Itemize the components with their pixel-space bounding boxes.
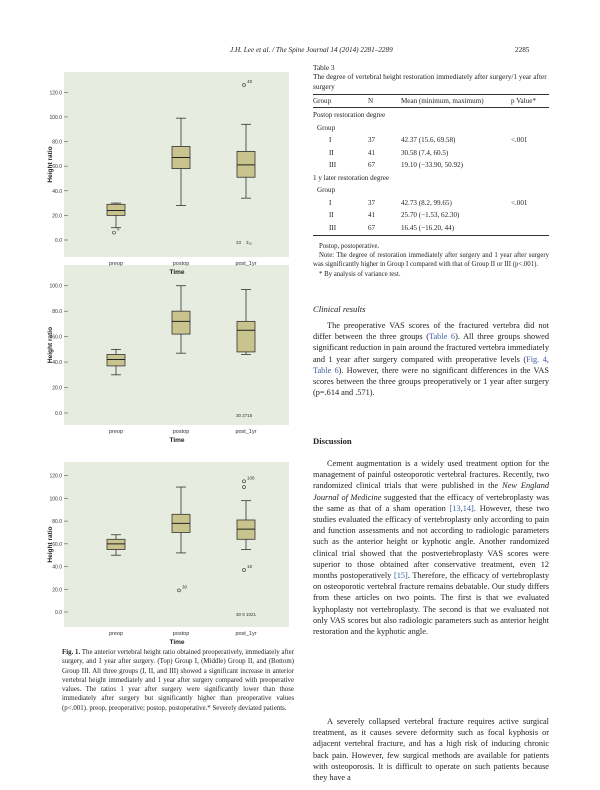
x-tick-label: post_1yr	[235, 261, 257, 267]
table-cell: 42.37 (15.6, 69.58)	[401, 136, 456, 144]
text-run: Cement augmentation is a widely used treatment option for the management of painful osteoporotic vertebral fractures. Recently, two randomized clinical trials that were published in the	[313, 459, 549, 491]
figure-label: Fig. 1.	[62, 649, 81, 656]
x-tick-label: postop	[172, 429, 190, 435]
table-caption	[313, 63, 549, 91]
header-pvalue: p Value*	[511, 97, 536, 105]
table-cell: 67	[368, 161, 376, 169]
text-run: ,	[546, 354, 549, 364]
y-tick-label: 20.0	[52, 385, 62, 392]
box-iqr	[107, 354, 125, 365]
y-tick-label: 80.0	[52, 309, 62, 316]
table-cell: 37	[368, 198, 376, 207]
x-tick-label: preop	[108, 631, 124, 637]
text-run: . Therefore, the efficacy of vertebroplasty on osteoporotic vertebral fracture remains debatable. Our study differs from these articles on two points. The first is that we evaluated kyphoplasty not vertebroplasty. The second is that we evaluated not only VAS scores but also radiologic parameters such as anterior height restoration and the kyphotic angle.	[313, 571, 550, 637]
table-row	[313, 135, 549, 145]
table-cell: <.001	[511, 136, 528, 144]
table-cell: 1 y later restoration degree	[313, 173, 390, 182]
y-tick-label: 80.0	[52, 519, 62, 526]
box-iqr	[237, 520, 255, 539]
text-run: ). However, there were no significant differences in the VAS scores between the three groups preoperatively or 1 year after surgery (p=.614 and .571).	[313, 365, 549, 398]
link-fig-4[interactable]: Fig. 4	[526, 354, 547, 364]
link-table-6[interactable]: Table 6	[313, 365, 339, 375]
y-tick-label: 100.0	[49, 496, 62, 503]
text-run: ). All three groups showed significant reduction in pain around the fractured vertebra immediately and 1 year after surgery compared with preoperative levels (	[313, 332, 549, 364]
table-row	[313, 185, 549, 195]
x-tick-label: post_1yr	[235, 631, 257, 637]
table-rule-bottom	[313, 235, 549, 236]
table-row	[313, 198, 549, 208]
y-tick-label: 120.0	[49, 90, 62, 97]
table-cell: Postop restoration degree	[313, 111, 386, 119]
table-row	[313, 160, 549, 170]
annotation-label: 30 2715	[236, 413, 253, 418]
table-row	[313, 110, 549, 120]
table-cell: Group	[317, 186, 336, 194]
x-axis-label: Time	[169, 639, 185, 646]
section-heading-discussion: Discussion	[313, 436, 352, 446]
y-tick-label: 0.0	[55, 411, 62, 417]
table-cell: I	[329, 198, 332, 207]
link-table-6[interactable]: Table 6	[429, 332, 456, 342]
box-iqr	[237, 151, 255, 177]
x-axis-label: Time	[169, 437, 185, 444]
outlier-point	[243, 480, 246, 483]
table-cell: I	[329, 136, 332, 144]
paragraph-discussion-2: A severely collapsed vertebral fracture requires active surgical treatment, as it causes severe deformity such as focal kyphosis or adjacent vertebral fracture, and has a high risk of inducing chronic back pain. However, few surgical methods are available for patients with osteoporosis. It is difficult to operate on such patients because they have a	[313, 717, 549, 783]
table-cell: II	[329, 211, 334, 219]
table-rule-top	[313, 94, 549, 95]
table-cell: 25.70 (−1.53, 62.30)	[401, 211, 460, 219]
table-cell: 37	[368, 136, 376, 144]
y-tick-label: 20.0	[52, 587, 62, 594]
table-cell: 30.58 (7.4, 60.5)	[401, 148, 449, 157]
outlier-label: 30	[182, 584, 188, 590]
outlier-label: 48	[247, 78, 253, 84]
table-description: The degree of vertebral height restoration immediately after surgery/1 year after surgery	[313, 72, 547, 91]
table-cell: <.001	[511, 198, 528, 207]
x-axis-label: Time	[169, 269, 185, 276]
figure-caption	[62, 648, 294, 713]
table-cell: 19.10 (−33.90, 50.92)	[401, 161, 463, 169]
table-footnotes	[313, 242, 549, 279]
header-mean: Mean (minimum, maximum)	[401, 97, 484, 105]
y-axis-label: Height ratio	[47, 326, 54, 364]
link-ref-15[interactable]: [15]	[393, 571, 408, 581]
table-row	[313, 123, 549, 133]
page-number: 2285	[515, 46, 530, 54]
y-tick-label: 40.0	[52, 564, 62, 571]
y-tick-label: 60.0	[52, 334, 62, 341]
journal-citation: J.H. Lee et al. / The Spine Journal 14 (2014) 2281–2289	[230, 46, 393, 54]
header-n: N	[368, 97, 374, 105]
link-ref-13-14[interactable]: [13,14]	[449, 503, 474, 513]
y-tick-label: 100.0	[49, 114, 62, 121]
y-axis-label: Height ratio	[47, 526, 54, 563]
y-tick-label: 20.0	[52, 213, 62, 220]
y-axis-label: Height ratio	[47, 146, 54, 183]
text-run: . However, these two studies evaluated the efficacy of vertebroplasty only according to pain and function assessments and not according to radiologic parameters such as the anterior height or kyphotic angle. Another randomized clinical trial showed that the postvertebroplasty VAS scores were superior to those obtained after conservative treatment, even 12 months postoperatively	[313, 503, 549, 581]
outlier-label: 108	[247, 475, 255, 481]
outlier-point	[178, 589, 181, 592]
x-tick-label: post_1yr	[235, 429, 257, 435]
table-footnote-abbrev: Postop, postoperative.	[319, 243, 380, 250]
table-row	[313, 173, 549, 183]
table-cell: III	[329, 161, 337, 169]
box-iqr	[172, 311, 190, 334]
x-tick-label: preop	[108, 261, 124, 267]
box-iqr	[107, 539, 125, 549]
box-iqr	[237, 321, 255, 352]
y-tick-label: 60.0	[52, 164, 62, 171]
box-plots-svg	[0, 0, 300, 650]
y-tick-label: 100.0	[49, 283, 62, 290]
table-rule-header	[313, 107, 549, 108]
annotation-label: 33	[236, 240, 242, 245]
table-row	[313, 223, 549, 233]
y-tick-label: 120.0	[49, 473, 62, 480]
header-group: Group	[313, 97, 332, 105]
y-tick-label: 80.0	[52, 139, 62, 146]
outlier-label: 6	[117, 226, 120, 232]
y-tick-label: 60.0	[52, 541, 62, 548]
y-tick-label: 40.0	[52, 188, 62, 195]
text-run: suggested that the efficacy of vertebroplasty was the same as that of a sham operation	[313, 492, 549, 513]
y-tick-label: 0.0	[55, 610, 62, 616]
table-cell: 41	[368, 211, 376, 219]
outlier-point	[243, 568, 246, 571]
section-heading-clinical-results: Clinical results	[313, 304, 366, 314]
outlier-point	[243, 83, 246, 86]
annotation-label: 30 9 1021	[236, 612, 257, 617]
table-cell: III	[329, 223, 337, 232]
table-cell: Group	[317, 123, 336, 132]
paragraph-clinical-results	[313, 320, 549, 398]
text-run: The preoperative VAS scores of the fractured vertebra did not differ between the three groups (	[313, 321, 549, 342]
table-row	[313, 210, 549, 220]
table-title: Table 3	[313, 63, 335, 72]
table-cell: 42.73 (8.2, 99.65)	[401, 198, 452, 207]
outlier-point	[113, 231, 116, 234]
figure-caption-text: The anterior vertebral height ratio obtained preoperatively, immediately after surgery, and 1 year after surgery. (Top) Group I, (Middle) Group II, and (Bottom) Group III. All three groups (I, II, and III) showed a significant increase in anterior vertebral height immediately and 1 year after surgery compared with preoperative values. The ratios 1 year after surgery were significantly lower than those immediately after surgery but significantly higher than preoperative values (p<.001). preop, preoperative; postop, postoperative.* Severely deviated patients.	[62, 649, 294, 712]
paragraph-discussion-1	[313, 458, 549, 637]
table-row	[313, 148, 549, 158]
outlier-label: 18	[247, 563, 253, 569]
table-cell: 41	[368, 148, 376, 157]
annotation-label: 3₁₆	[246, 240, 252, 245]
x-tick-label: postop	[172, 631, 190, 637]
y-tick-label: 0.0	[55, 238, 62, 244]
x-tick-label: preop	[108, 429, 124, 435]
outlier-point	[243, 486, 246, 489]
table-footnote-test: * By analysis of variance test.	[319, 270, 401, 278]
table-footnote-note: Note: The degree of restoration immediately after surgery and 1 year after surgery was significantly higher in Group I compared with that of Group II or III (p<.001).	[313, 252, 549, 269]
journal-name: New England Journal of Medicine	[313, 481, 549, 502]
y-tick-label: 40.0	[52, 360, 62, 367]
table-header-row	[313, 96, 549, 106]
box-iqr	[107, 204, 125, 215]
table-cell: 16.45 (−16.20, 44)	[401, 223, 455, 232]
table-cell: II	[329, 148, 334, 157]
table-cell: 67	[368, 223, 376, 232]
x-tick-label: postop	[172, 261, 190, 267]
